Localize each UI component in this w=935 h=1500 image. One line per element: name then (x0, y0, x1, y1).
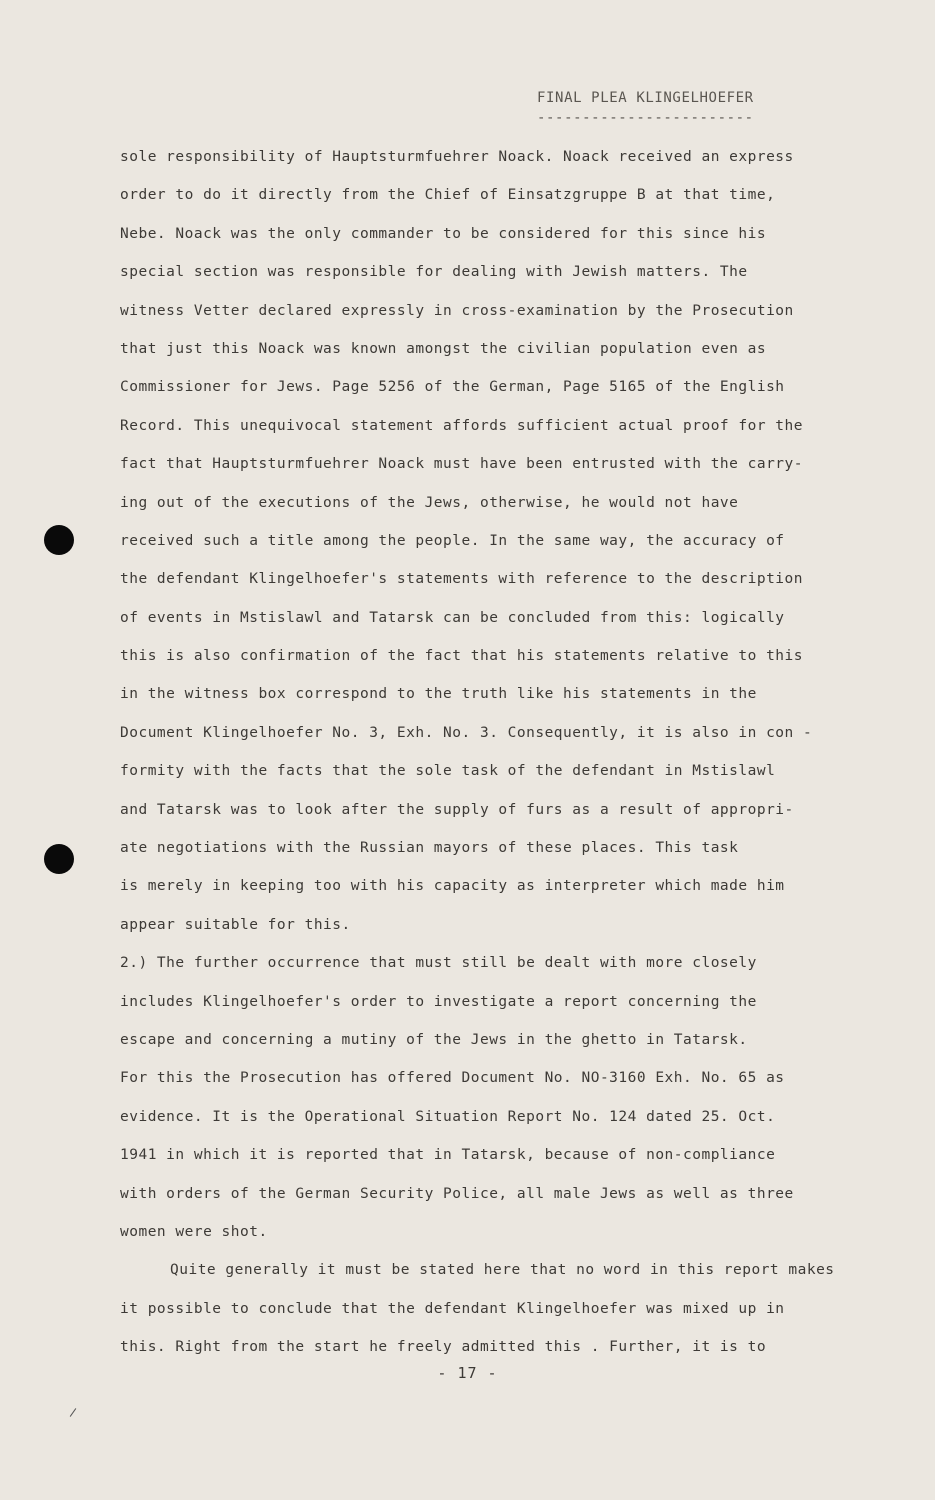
text-line: witness Vetter declared expressly in cross-examination by the Prosecution (120, 302, 794, 319)
page-number: - 17 - (437, 1364, 498, 1382)
text-line: in the witness box correspond to the truth like his statements in the (120, 686, 757, 703)
text-line: received such a title among the people. In the same way, the accuracy of (120, 532, 785, 549)
text-line: ate negotiations with the Russian mayors of these places. This task (120, 840, 739, 857)
text-line: appear suitable for this. (120, 916, 351, 933)
text-line: 1941 in which it is reported that in Tatarsk, because of non-compliance (120, 1147, 776, 1164)
text-line: special section was responsible for dealing with Jewish matters. The (120, 264, 748, 281)
text-line: Document Klingelhoefer No. 3, Exh. No. 3. Consequently, it is also in con - (120, 724, 813, 741)
punch-hole (44, 525, 74, 555)
text-line: formity with the facts that the sole task of the defendant in Mstislawl (120, 763, 776, 780)
text-line: Commissioner for Jews. Page 5256 of the German, Page 5165 of the English (120, 379, 785, 396)
text-line: evidence. It is the Operational Situation Report No. 124 dated 25. Oct. (120, 1108, 776, 1125)
text-line: escape and concerning a mutiny of the Jews in the ghetto in Tatarsk. (120, 1031, 748, 1048)
document-header: FINAL PLEA KLINGELHOEFER (537, 90, 754, 106)
text-line: For this the Prosecution has offered Document No. NO-3160 Exh. No. 65 as (120, 1070, 785, 1087)
text-line: 2.) The further occurrence that must still be dealt with more closely (120, 955, 757, 972)
header-underline: ------------------------ (537, 110, 754, 126)
text-line: and Tatarsk was to look after the supply of furs as a result of appropri- (120, 801, 794, 818)
text-line: Nebe. Noack was the only commander to be considered for this since his (120, 225, 767, 242)
punch-hole (44, 844, 74, 874)
text-line: women were shot. (120, 1223, 268, 1240)
document-body (120, 145, 850, 1374)
text-line: is merely in keeping too with his capacity as interpreter which made him (120, 878, 785, 895)
text-line: ing out of the executions of the Jews, otherwise, he would not have (120, 494, 739, 511)
text-line: sole responsibility of Hauptsturmfuehrer Noack. Noack received an express (120, 149, 794, 165)
text-line: Record. This unequivocal statement affords sufficient actual proof for the (120, 417, 804, 434)
text-line: with orders of the German Security Police, all male Jews as well as three (120, 1185, 794, 1202)
text-line: order to do it directly from the Chief of Einsatzgruppe B at that time, (120, 187, 776, 204)
text-line: includes Klingelhoefer's order to investigate a report concerning the (120, 993, 757, 1010)
text-line: this is also confirmation of the fact that his statements relative to this (120, 648, 804, 665)
text-line: the defendant Klingelhoefer's statements with reference to the description (120, 571, 804, 588)
text-line: fact that Hauptsturmfuehrer Noack must have been entrusted with the carry- (120, 456, 804, 473)
text-line: Quite generally it must be stated here that no word in this report makes (170, 1262, 835, 1279)
text-line: of events in Mstislawl and Tatarsk can be concluded from this: logically (120, 609, 785, 626)
text-line: it possible to conclude that the defendant Klingelhoefer was mixed up in (120, 1300, 785, 1317)
pencil-mark (70, 1408, 77, 1417)
text-line: this. Right from the start he freely admitted this . Further, it is to (120, 1339, 767, 1356)
text-line: that just this Noack was known amongst the civilian population even as (120, 340, 767, 357)
